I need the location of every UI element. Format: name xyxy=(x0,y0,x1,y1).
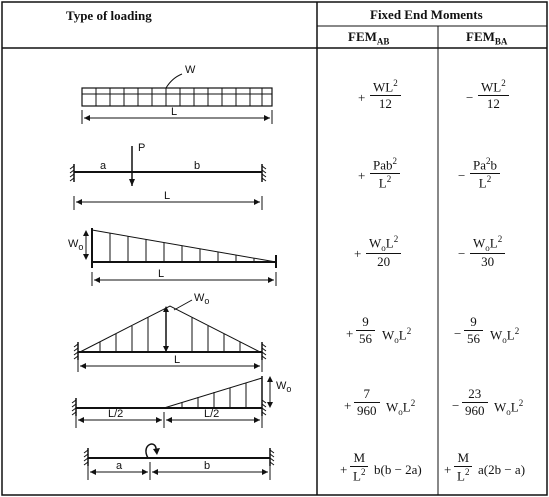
sign: − xyxy=(452,398,460,413)
fem-ba-formula: $\frac{Pa^2b}{L^2}$ xyxy=(470,156,500,192)
label-l: L xyxy=(174,354,181,366)
label-half-2: L/2 xyxy=(204,408,220,420)
fem-ab-fraction: $\frac{7}{960}$ xyxy=(354,386,380,419)
label-b: b xyxy=(194,160,201,172)
fem-ba-formula: $\frac{WL^2}{12}$ xyxy=(478,78,509,112)
label-w0: $W_o$ xyxy=(276,380,292,395)
fem-ab-fraction: $\frac{9}{56}$ xyxy=(356,314,375,347)
fem-ba-fraction: $\frac{23}{960}$ xyxy=(462,386,488,419)
fem-ab-tail: $W_oL^2$ xyxy=(382,326,412,345)
fem-ab-fraction: $\frac{M}{L^2}$ xyxy=(350,450,368,484)
fem-ba-formula: $W_oL^2$ 30 xyxy=(470,234,505,270)
sign: − xyxy=(466,90,474,105)
sign: + xyxy=(344,398,352,413)
label-l: L xyxy=(171,106,178,118)
label-w0: $W_o$ xyxy=(194,292,210,307)
header-fixed-end-moments: Fixed End Moments xyxy=(370,7,483,22)
sign: − xyxy=(454,326,462,341)
fem-ab-tail: $W_oL^2$ xyxy=(386,398,416,417)
sign: + xyxy=(354,246,362,261)
diagram-half-triangle xyxy=(72,376,273,428)
fem-ab-formula: $\frac{WL^2}{12}$ xyxy=(370,78,401,112)
fem-ba-tail: $W_oL^2$ xyxy=(494,398,524,417)
sign: + xyxy=(358,168,366,183)
fem-ba-tail: a(2b − a) xyxy=(478,462,526,477)
label-w: W xyxy=(185,64,196,76)
fem-ab-tail: b(b − 2a) xyxy=(374,462,422,477)
sign: + xyxy=(444,462,452,477)
diagram-applied-moment xyxy=(84,444,274,480)
sign: + xyxy=(340,462,348,477)
fem-ba-tail: $W_oL^2$ xyxy=(490,326,520,345)
sign: + xyxy=(358,90,366,105)
sign: − xyxy=(458,246,466,261)
label-a: a xyxy=(116,460,123,472)
sign: − xyxy=(458,168,466,183)
header-type-of-loading: Type of loading xyxy=(66,8,152,23)
label-w0: $W_o$ xyxy=(68,238,84,253)
fem-ba-fraction: $\frac{M}{L^2}$ xyxy=(454,450,472,484)
fem-ba-fraction: $\frac{9}{56}$ xyxy=(464,314,483,347)
label-a: a xyxy=(100,160,107,172)
label-l: L xyxy=(158,268,165,280)
fem-ab-formula: $W_oL^2$ 20 xyxy=(366,234,401,270)
header-fem-ba: $FEM_{BA}$ xyxy=(466,29,508,47)
label-b: b xyxy=(204,460,211,472)
diagram-triangle-symmetric xyxy=(74,300,266,372)
header-fem-ab: $FEM_{AB}$ xyxy=(348,29,390,47)
label-p: P xyxy=(138,142,146,154)
fem-ab-formula: Pab$^2$ $L^2$ xyxy=(370,156,400,192)
label-half-1: L/2 xyxy=(108,408,124,420)
diagram-triangle-decreasing xyxy=(83,228,276,286)
label-l: L xyxy=(164,190,171,202)
sign: + xyxy=(346,326,354,341)
